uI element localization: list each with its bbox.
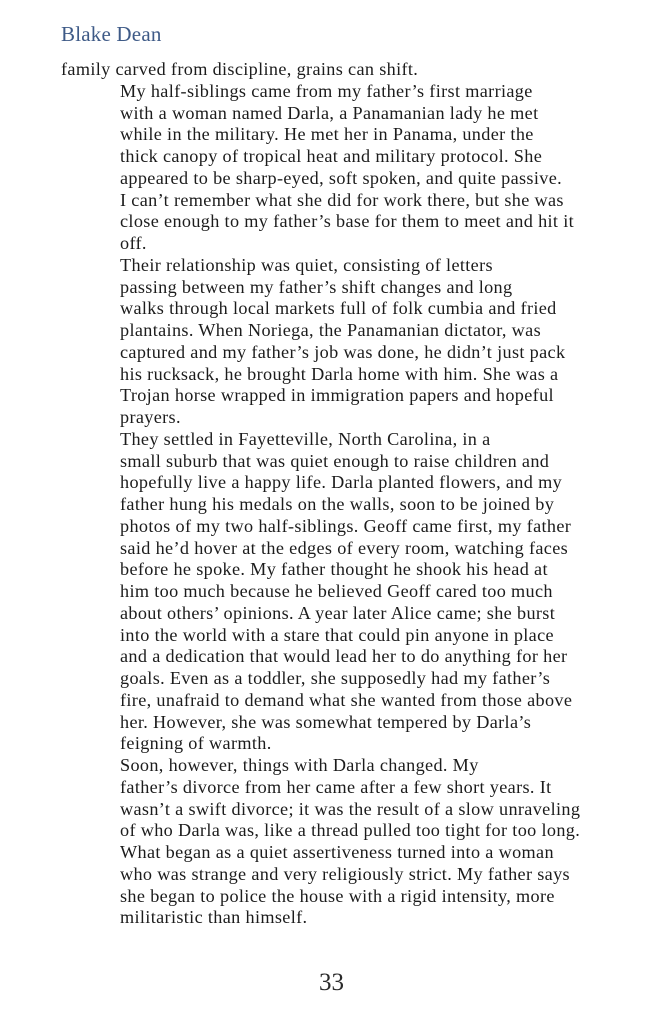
page-number: 33 — [319, 969, 344, 996]
text-line: Soon, however, things with Darla changed. My — [120, 755, 479, 775]
text-line: They settled in Fayetteville, North Carolina, in a — [120, 428, 491, 449]
text-line: her. However, she was somewhat tempered by Darla’s — [120, 711, 532, 732]
text-line: goals. Even as a toddler, she supposedly had my father’s — [120, 668, 551, 688]
text-line: Trojan horse wrapped in immigration papers and hopeful — [120, 385, 554, 406]
text-line: fire, unafraid to demand what she wanted from those above — [120, 689, 573, 710]
paragraph — [61, 59, 604, 81]
body-text — [61, 59, 604, 929]
text-line: My half-siblings came from my father’s first marriage — [120, 80, 533, 101]
text-line: of who Darla was, like a thread pulled too tight for too long. — [120, 820, 581, 841]
text-line: into the world with a stare that could pin anyone in place — [120, 624, 554, 645]
text-line: close enough to my father’s base for them to meet and hit it — [120, 211, 575, 232]
text-line: and a dedication that would lead her to do anything for her — [120, 646, 568, 667]
paragraph — [61, 255, 604, 429]
text-line: captured and my father’s job was done, he didn’t just pack — [120, 341, 566, 362]
text-line: about others’ opinions. A year later Alice came; she burst — [120, 602, 556, 623]
text-line: with a woman named Darla, a Panamanian lady he met — [120, 102, 539, 123]
text-line: militaristic than himself. — [120, 907, 308, 928]
text-line: who was strange and very religiously strict. My father says — [120, 863, 570, 884]
text-line: his rucksack, he brought Darla home with him. She was a — [120, 363, 559, 384]
text-line: feigning of warmth. — [120, 733, 272, 754]
text-line: before he spoke. My father thought he shook his head at — [120, 559, 548, 580]
text-line: What began as a quiet assertiveness turned into a woman — [120, 842, 554, 862]
text-line: father’s divorce from her came after a few short years. It — [120, 776, 552, 797]
text-line: plantains. When Noriega, the Panamanian dictator, was — [120, 320, 542, 340]
text-line: appeared to be sharp-eyed, soft spoken, and quite passive. — [120, 167, 563, 188]
paragraph — [61, 755, 604, 929]
text-line: passing between my father’s shift changes and long — [120, 276, 513, 297]
text-line: walks through local markets full of folk cumbia and fried — [120, 298, 557, 319]
running-head-author: Blake Dean — [61, 22, 162, 46]
text-line: while in the military. He met her in Panama, under the — [120, 124, 534, 145]
paragraph — [61, 81, 604, 255]
text-line: family carved from discipline, grains can shift. — [61, 59, 419, 79]
text-line: photos of my two half-siblings. Geoff came first, my father — [120, 515, 572, 536]
text-line: small suburb that was quiet enough to raise children and — [120, 450, 550, 471]
text-line: him too much because he believed Geoff cared too much — [120, 581, 553, 601]
text-line: father hung his medals on the walls, soon to be joined by — [120, 494, 555, 514]
text-line: said he’d hover at the edges of every room, watching faces — [120, 537, 569, 558]
text-line: wasn’t a swift divorce; it was the result of a slow unraveling — [120, 798, 581, 819]
text-line: Their relationship was quiet, consisting of letters — [120, 254, 493, 275]
text-line: I can’t remember what she did for work there, but she was — [120, 189, 564, 210]
text-line: prayers. — [120, 407, 181, 427]
text-line: she began to police the house with a rigid intensity, more — [120, 885, 555, 906]
text-line: off. — [120, 233, 147, 253]
text-line: thick canopy of tropical heat and military protocol. She — [120, 146, 543, 166]
paragraph — [61, 429, 604, 755]
text-line: hopefully live a happy life. Darla planted flowers, and my — [120, 472, 563, 493]
